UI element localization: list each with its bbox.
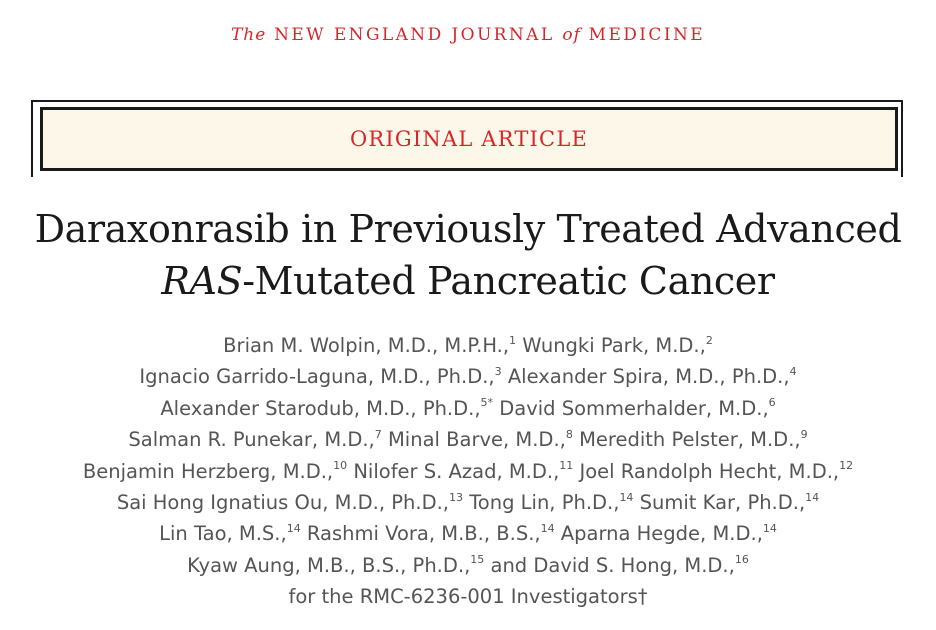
- author-affiliation: 15: [470, 553, 485, 567]
- author-name: Brian M. Wolpin, M.D., M.P.H.,: [223, 334, 510, 357]
- author-affiliation: 14: [805, 490, 820, 504]
- author-name: Sumit Kar, Ph.D.,: [639, 491, 806, 515]
- title-line-1: Daraxonrasib in Previously Treated Advanced: [34, 207, 902, 251]
- author-affiliation: 1: [509, 333, 517, 347]
- masthead-of: of: [562, 25, 581, 45]
- article-type-label: ORIGINAL ARTICLE: [349, 127, 588, 151]
- author-name: Benjamin Herzberg, M.D.,: [82, 459, 334, 483]
- author-name: Nilofer S. Azad, M.D.,: [353, 459, 560, 483]
- author-affiliation: 14: [619, 490, 634, 504]
- author-affiliation: 10: [333, 459, 348, 473]
- journal-masthead: [0, 22, 936, 48]
- author-list: [0, 330, 936, 613]
- author-name: Sai Hong Ignatius Ou, M.D., Ph.D.,: [116, 491, 449, 515]
- author-name: Lin Tao, M.S.,: [159, 522, 287, 546]
- author-name: Meredith Pelster, M.D.,: [579, 428, 801, 452]
- author-line: [0, 550, 936, 581]
- author-affiliation: 4: [789, 364, 797, 378]
- author-affiliation: 14: [286, 521, 301, 535]
- title-ras-italic: RAS: [161, 259, 243, 303]
- author-name: Kyaw Aung, M.B., B.S., Ph.D.,: [187, 553, 471, 577]
- title-line-2: [0, 255, 936, 307]
- author-affiliation: 14: [762, 521, 777, 535]
- author-affiliation: 5*: [480, 396, 494, 410]
- masthead-journal-name: NEW ENGLAND JOURNAL: [266, 25, 563, 45]
- author-affiliation: 9: [800, 427, 808, 441]
- author-name: Rashmi Vora, M.B., B.S.,: [306, 522, 541, 546]
- author-affiliation: 14: [540, 521, 555, 535]
- author-name: and David S. Hong, M.D.,: [490, 553, 735, 577]
- author-affiliation: 11: [559, 459, 574, 473]
- author-name: Aparna Hegde, M.D.,: [560, 522, 763, 546]
- author-line: [0, 518, 936, 549]
- author-affiliation: 16: [734, 553, 749, 567]
- title-line-2-rest: -Mutated Pancreatic Cancer: [242, 259, 775, 303]
- author-affiliation: 12: [839, 459, 854, 473]
- author-affiliation: 13: [449, 490, 463, 504]
- investigators-line: for the RMC-6236-001 Investigators†: [288, 585, 648, 609]
- author-name: David Sommerhalder, M.D.,: [499, 396, 769, 420]
- masthead-the: The: [230, 25, 267, 45]
- author-affiliation: 2: [705, 333, 713, 347]
- author-line: [0, 330, 936, 361]
- author-name: Alexander Spira, M.D., Ph.D.,: [507, 365, 790, 389]
- author-name: Salman R. Punekar, M.D.,: [128, 428, 375, 452]
- author-name: Minal Barve, M.D.,: [387, 428, 566, 452]
- author-name: Tong Lin, Ph.D.,: [469, 491, 620, 515]
- author-affiliation: 3: [494, 364, 502, 378]
- author-name: Ignacio Garrido-Laguna, M.D., Ph.D.,: [139, 365, 495, 389]
- article-title: [0, 203, 936, 307]
- author-affiliation: 8: [565, 427, 573, 441]
- author-name: Wungki Park, M.D.,: [522, 334, 706, 357]
- author-name: Joel Randolph Hecht, M.D.,: [579, 459, 840, 483]
- author-affiliation: 6: [768, 396, 776, 410]
- masthead-medicine: MEDICINE: [580, 25, 706, 45]
- author-name: Alexander Starodub, M.D., Ph.D.,: [160, 396, 481, 420]
- author-line: [0, 424, 936, 455]
- author-line: [0, 456, 936, 487]
- author-line: [0, 487, 936, 518]
- article-type-box: [40, 107, 898, 171]
- author-affiliation: 7: [374, 427, 382, 441]
- author-line: [0, 393, 936, 424]
- author-line: [0, 361, 936, 392]
